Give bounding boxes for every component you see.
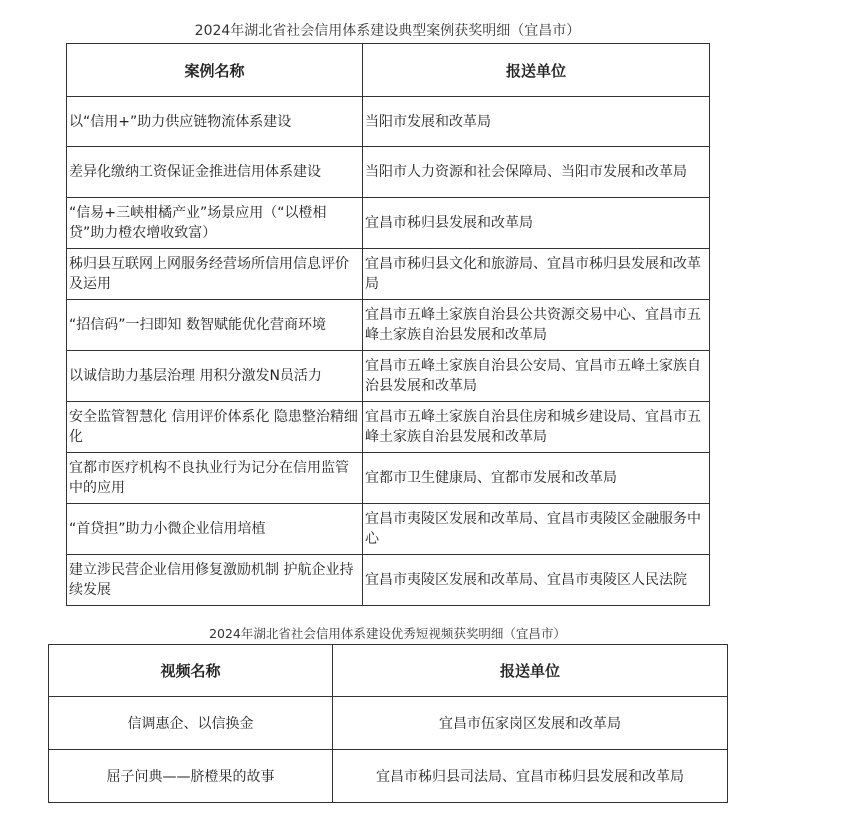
submitting-unit-cell: 宜昌市秭归县文化和旅游局、宜昌市秭归县发展和改革局 [363,249,710,300]
video-table-title: 2024年湖北省社会信用体系建设优秀短视频获奖明细（宜昌市） [209,626,566,641]
table-row [67,351,710,402]
column-header-video-name: 视频名称 [49,645,333,697]
submitting-unit-cell: 宜都市卫生健康局、宜都市发展和改革局 [363,453,710,504]
table-row [67,453,710,504]
submitting-unit-cell: 当阳市发展和改革局 [363,97,710,147]
case-name-cell: 以“信用+”助力供应链物流体系建设 [67,97,363,147]
submitting-unit-cell: 宜昌市伍家岗区发展和改革局 [333,697,728,750]
case-name-cell: “招信码”一扫即知 数智赋能优化营商环境 [67,300,363,351]
case-name-cell: 秭归县互联网上网服务经营场所信用信息评价及运用 [67,249,363,300]
table-row [67,97,710,147]
table-row [67,555,710,606]
submitting-unit-cell: 宜昌市五峰土家族自治县公安局、宜昌市五峰土家族自治县发展和改革局 [363,351,710,402]
submitting-unit-cell: 宜昌市五峰土家族自治县住房和城乡建设局、宜昌市五峰土家族自治县发展和改革局 [363,402,710,453]
case-name-cell: “首贷担”助力小微企业信用培植 [67,504,363,555]
submitting-unit-cell: 宜昌市秭归县司法局、宜昌市秭归县发展和改革局 [333,750,728,803]
table-row [49,697,728,750]
video-name-cell: 屈子问典——脐橙果的故事 [49,750,333,803]
table-row [67,198,710,249]
submitting-unit-cell: 宜昌市秭归县发展和改革局 [363,198,710,249]
table-row [67,300,710,351]
case-awards-table [66,43,710,606]
column-header-case-name: 案例名称 [67,44,363,97]
case-name-cell: 宜都市医疗机构不良执业行为记分在信用监管中的应用 [67,453,363,504]
column-header-submitting-unit: 报送单位 [363,44,710,97]
submitting-unit-cell: 宜昌市夷陵区发展和改革局、宜昌市夷陵区金融服务中心 [363,504,710,555]
table-row [67,249,710,300]
column-header-submitting-unit: 报送单位 [333,645,728,697]
table-row [67,504,710,555]
table-row [67,147,710,198]
submitting-unit-cell: 当阳市人力资源和社会保障局、当阳市发展和改革局 [363,147,710,198]
case-name-cell: 建立涉民营企业信用修复激励机制 护航企业持续发展 [67,555,363,606]
video-awards-table [48,644,728,803]
table-header-row [67,44,710,97]
submitting-unit-cell: 宜昌市夷陵区发展和改革局、宜昌市夷陵区人民法院 [363,555,710,606]
table-row [49,750,728,803]
submitting-unit-cell: 宜昌市五峰土家族自治县公共资源交易中心、宜昌市五峰土家族自治县发展和改革局 [363,300,710,351]
table-header-row [49,645,728,697]
video-name-cell: 信调惠企、以信换金 [49,697,333,750]
case-name-cell: “信易+三峡柑橘产业”场景应用（“以橙相贷”助力橙农增收致富） [67,198,363,249]
case-table-title: 2024年湖北省社会信用体系建设典型案例获奖明细（宜昌市） [194,23,581,39]
case-name-cell: 以诚信助力基层治理 用积分激发N员活力 [67,351,363,402]
table-row [67,402,710,453]
case-name-cell: 安全监管智慧化 信用评价体系化 隐患整治精细化 [67,402,363,453]
case-name-cell: 差异化缴纳工资保证金推进信用体系建设 [67,147,363,198]
